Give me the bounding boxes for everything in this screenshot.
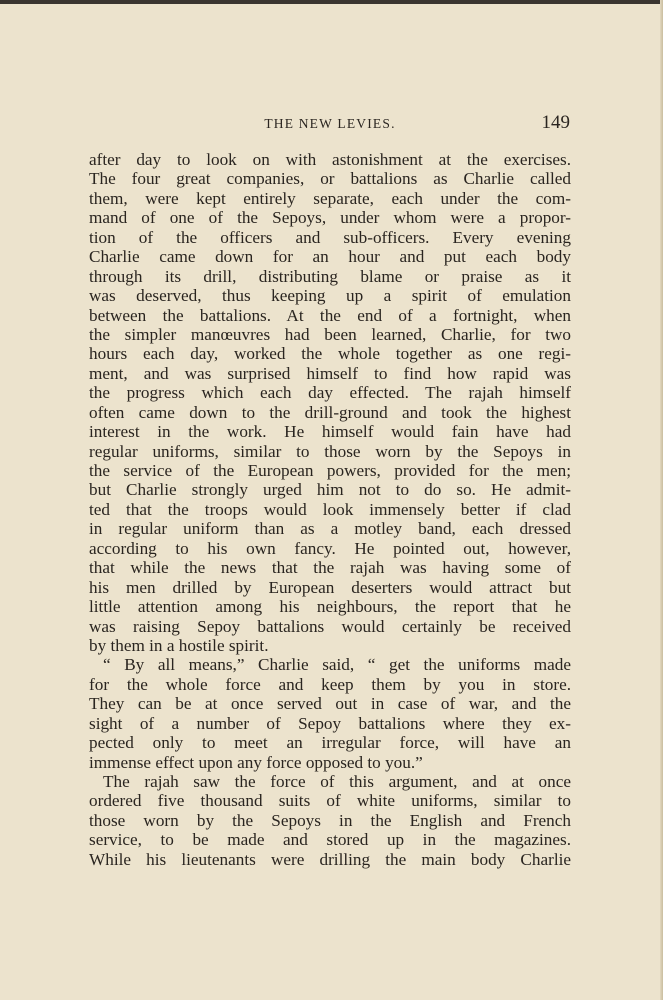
text-line: the simpler manœuvres had been learned, Charlie, for two — [89, 324, 571, 344]
text-line: While his lieutenants were drilling the main body Charlie — [89, 849, 571, 869]
text-line: for the whole force and keep them by you in store. — [89, 674, 571, 694]
text-line: tion of the officers and sub-officers. Every evening — [89, 227, 571, 247]
text-line: after day to look on with astonishment at the exercises. — [89, 150, 571, 169]
text-line: hours each day, worked the whole together as one regi- — [89, 344, 571, 364]
text-line: according to his own fancy. He pointed out, however, — [89, 538, 571, 558]
text-line: that while the news that the rajah was having some of — [89, 558, 571, 578]
text-line: The four great companies, or battalions as Charlie called — [89, 169, 571, 189]
text-line: ordered five thousand suits of white uniforms, similar to — [89, 791, 571, 811]
text-line: was deserved, thus keeping up a spirit of emulation — [89, 286, 571, 306]
text-line: The rajah saw the force of this argument, and at once — [103, 772, 571, 791]
text-line: sight of a number of Sepoy battalions where they ex- — [89, 713, 571, 733]
text-line: Charlie came down for an hour and put each body — [89, 247, 571, 267]
text-line: mand of one of the Sepoys, under whom were a propor- — [89, 208, 571, 228]
text-line: They can be at once served out in case of war, and the — [89, 694, 571, 714]
text-line: immense effect upon any force opposed to you.” — [89, 752, 423, 772]
text-line: by them in a hostile spirit. — [89, 635, 269, 655]
text-line: often came down to the drill-ground and took the highest — [89, 402, 571, 422]
text-line: in regular uniform than as a motley band, each dressed — [89, 519, 571, 539]
text-line: the service of the European powers, provided for the men; — [89, 461, 571, 480]
text-line: between the battalions. At the end of a fortnight, when — [89, 305, 571, 325]
running-head: THE NEW LEVIES. — [264, 116, 396, 131]
text-line: the progress which each day effected. The rajah himself — [89, 383, 571, 403]
text-line: service, to be made and stored up in the magazines. — [89, 830, 571, 850]
page-header — [88, 112, 572, 138]
text-line: ted that the troops would look immensely better if clad — [89, 499, 571, 519]
text-line: them, were kept entirely separate, each under the com- — [89, 188, 571, 208]
text-line: but Charlie strongly urged him not to do so. He admit- — [89, 480, 571, 500]
text-line: ment, and was surprised himself to find how rapid was — [89, 363, 571, 383]
body-text — [89, 150, 571, 869]
text-line: interest in the work. He himself would fain have had — [89, 422, 571, 442]
text-line: pected only to meet an irregular force, will have an — [89, 733, 571, 753]
text-line: regular uniforms, similar to those worn by the Sepoys in — [89, 441, 571, 461]
text-line: those worn by the Sepoys in the English and French — [89, 810, 571, 830]
text-line: was raising Sepoy battalions would certainly be received — [89, 616, 571, 636]
text-line: through its drill, distributing blame or praise as it — [89, 266, 571, 286]
page-top-edge — [0, 0, 663, 4]
page-number: 149 — [541, 112, 570, 133]
text-line: his men drilled by European deserters would attract but — [89, 577, 571, 597]
text-line: “ By all means,” Charlie said, “ get the uniforms made — [103, 655, 571, 675]
text-line: little attention among his neighbours, the report that he — [89, 597, 571, 617]
